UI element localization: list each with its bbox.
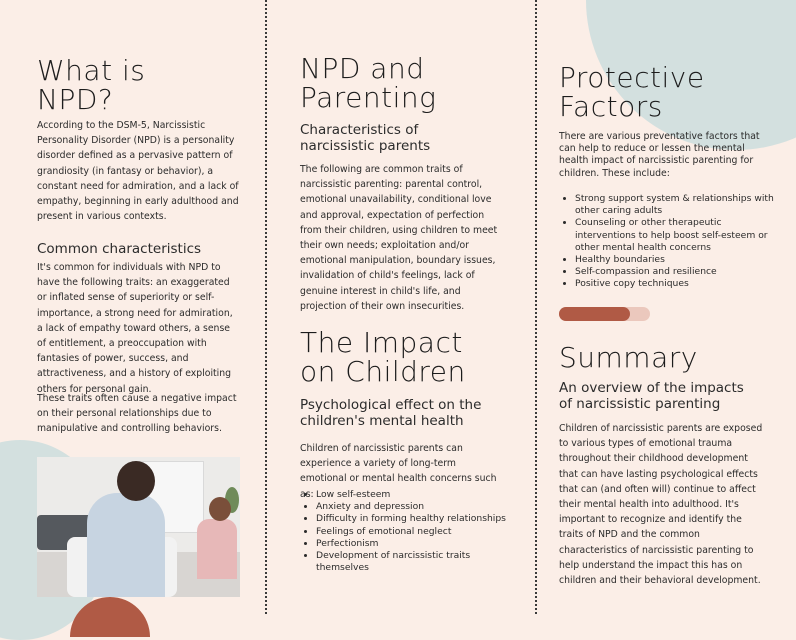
section-subheading (300, 122, 510, 154)
title-line: on Children (300, 355, 466, 388)
title-line: Protective (559, 61, 705, 94)
factors-list (559, 193, 780, 291)
section-heading: Common characteristics (37, 241, 202, 257)
summary-title: Summary (559, 341, 698, 374)
impact-intro-text: Children of narcissistic parents can experience a variety of long-term emotional or mental health concerns such as: (300, 443, 497, 500)
title-line: NPD? (37, 83, 114, 116)
section-title (559, 63, 764, 121)
section-title (300, 328, 510, 386)
subheading-line: Characteristics of (300, 122, 419, 138)
subheading-line: Psychological effect on the (300, 397, 482, 413)
list-item: • Feelings of emotional neglect (316, 526, 521, 538)
subheading-line: An overview of the impacts (559, 380, 744, 396)
progress-bar-fill (559, 307, 630, 321)
title-line: Parenting (300, 81, 437, 114)
title-line: Factors (559, 90, 663, 123)
page-title (37, 56, 242, 114)
fold-divider-right (535, 0, 537, 614)
list-item: • Low self-esteem (316, 489, 521, 501)
list-item: • Development of narcissistic traits themselves (316, 550, 521, 574)
list-item: • Difficulty in forming healthy relationships (316, 513, 521, 525)
parenting-traits-text: The following are common traits of narcissistic parenting: parental control, emotional unavailability, conditional love and approval, expectation of perfection from their children, using children to meet their own needs; exploitation and/or emotional manipulation, boundary issues, invalidation of child's feelings, lack of genuine interest in child's life, and projection of their own insecurities. (300, 164, 498, 312)
list-item: • Self-compassion and resilience (575, 266, 780, 278)
list-item: • Positive copy techniques (575, 278, 780, 290)
title-line: The Impact (300, 326, 463, 359)
subheading-line: narcissistic parents (300, 138, 431, 154)
title-line: What is (37, 54, 146, 87)
subheading-line: of narcissistic parenting (559, 396, 721, 412)
therapy-session-photo (37, 457, 240, 597)
section-subheading (300, 397, 510, 429)
impact-text: These traits often cause a negative impact on their personal relationships due to manipulative and controlling behaviors. (37, 393, 237, 435)
title-line: NPD and (300, 52, 425, 85)
fold-divider-left (265, 0, 267, 614)
section-title (300, 54, 510, 112)
section-subheading (559, 380, 764, 412)
list-item: • Strong support system & relationships with other caring adults (575, 193, 780, 217)
decorative-progress-bar (559, 307, 650, 321)
characteristics-text: It's common for individuals with NPD to have the following traits: an exaggerated or inflated sense of superiority or self-importance, a strong need for admiration, a lack of empathy toward others, a sense of entitlement, a preoccupation with fantasies of power, success, and attractiveness, and a history of exploiting others for personal gain. (37, 262, 233, 395)
list-item: • Perfectionism (316, 538, 521, 550)
effects-list (300, 489, 521, 574)
list-item: • Counseling or other therapeutic interventions to help boost self-esteem or other mental health concerns (575, 217, 780, 254)
summary-text: Children of narcissistic parents are exposed to various types of emotional trauma throughout their childhood development that can have lasting psychological effects that can (and often will) continue to affect their mental health into adulthood. It's important to recognize and identify the traits of NPD and the common characteristics of narcissistic parenting to help understand the impact this has on children and their behavioral development. (559, 423, 763, 587)
list-item: • Healthy boundaries (575, 254, 780, 266)
subheading-line: children's mental health (300, 413, 464, 429)
list-item: • Anxiety and depression (316, 501, 521, 513)
intro-text: According to the DSM-5, Narcissistic Personality Disorder (NPD) is a personality disorder defined as a pervasive pattern of grandiosity (in fantasy or behavior), a constant need for admiration, and a lack of empathy, beginning in early adulthood and present in various contexts. (37, 120, 239, 223)
factors-intro-text: There are various preventative factors that can help to reduce or lessen the mental health impact of narcissistic parenting for children. These include: (559, 131, 760, 179)
